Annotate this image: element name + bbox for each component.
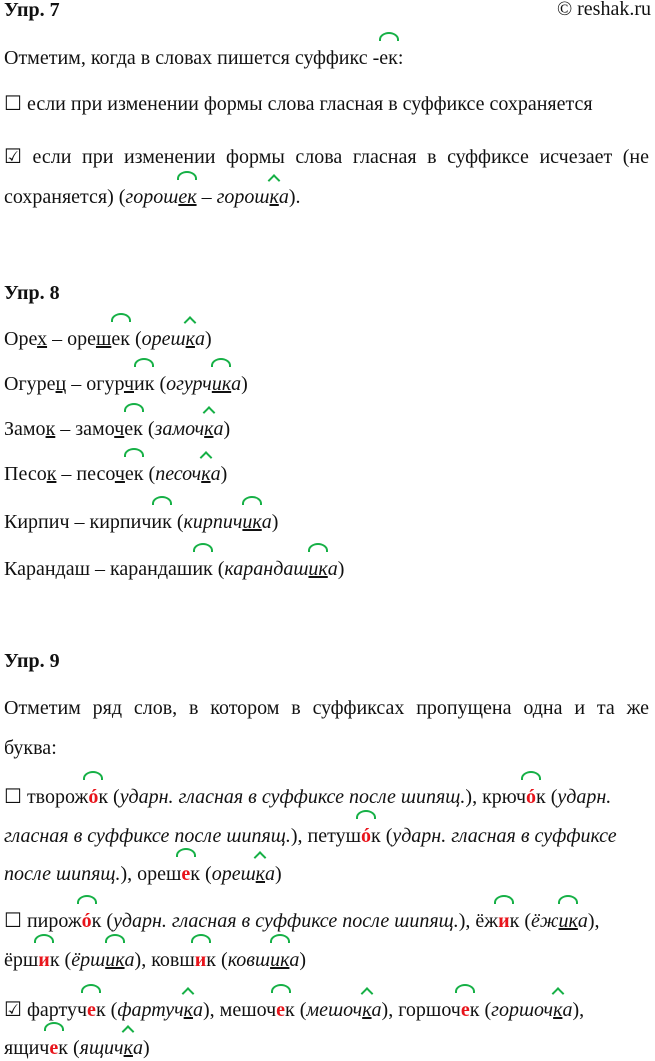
ex8-row: Замок – замочек (замочка) [4, 418, 231, 440]
checkbox-empty-icon: ☐ [4, 910, 22, 932]
ex9-title: Упр. 9 [4, 650, 60, 672]
ex9-group1-line2: гласная в суффиксе после шипящ.), петушóк (ударн. гласная в суффиксе [4, 825, 617, 847]
ex9-group2-line2: ёршик (ёршика), ковшик (ковшика) [4, 949, 307, 971]
suffix-mark: ик [308, 558, 328, 580]
ex7-option-2: ☑ если при изменении формы слова гласная в суффиксе исчезает (не [4, 146, 650, 168]
suffix-mark: ек [178, 186, 197, 208]
suffix-mark: к [185, 328, 195, 350]
suffix-mark: ек [124, 463, 144, 485]
ex9-group1-line3: после шипящ.), орешек (орешка) [4, 863, 282, 885]
suffix-mark: к [204, 418, 214, 440]
suffix-mark: ик [134, 373, 155, 395]
ex8-row: Кирпич – кирпичик (кирпичика) [4, 511, 279, 533]
checkbox-empty-icon: ☐ [4, 786, 22, 808]
ex9-intro: Отметим ряд слов, в котором в суффиксах пропущена одна и та же [4, 697, 649, 719]
ex7-intro: Отметим, когда в словах пишется суффикс -ек: [4, 47, 404, 69]
ex7-option-1: ☐ если при изменении формы слова гласная в суффиксе сохраняется [4, 93, 593, 115]
ex8-row: Карандаш – карандашик (карандашика) [4, 558, 345, 580]
ex9-intro-cont: буква: [4, 737, 57, 759]
site-watermark: © reshak.ru [556, 0, 651, 20]
ex7-title: Упр. 7 [4, 0, 60, 21]
suffix-mark: ик [242, 511, 262, 533]
ex8-row: Огурец – огурчик (огурчика) [4, 373, 248, 395]
ex9-group3-line2: ящичек (ящичка) [4, 1037, 150, 1059]
suffix-mark: ек [124, 418, 143, 440]
suffix-mark: ик [211, 373, 232, 395]
checkbox-checked-icon: ☑ [4, 999, 22, 1021]
suffix-mark: ик [192, 558, 213, 580]
ex8-row: Орех – орешек (орешка) [4, 328, 212, 350]
suffix-mark: ек [379, 47, 398, 69]
ex8-title: Упр. 8 [4, 282, 60, 304]
ex9-group1-line1: ☐ творожóк (ударн. гласная в суффиксе после шипящ.), крючóк (ударн. [4, 786, 612, 808]
ex9-group3-line1: ☑ фартучек (фартучка), мешочек (мешочка), горшочек (горшочка), [4, 999, 585, 1021]
ex9-group2-line1: ☐ пирожóк (ударн. гласная в суффиксе после шипящ.), ёжик (ёжика), [4, 910, 600, 932]
ex8-row: Песок – песочек (песочка) [4, 463, 228, 485]
suffix-mark: к [269, 186, 279, 208]
suffix-mark: ик [151, 511, 172, 533]
suffix-mark: к [201, 463, 211, 485]
suffix-mark: ек [111, 328, 130, 350]
checkbox-empty-icon: ☐ [4, 93, 22, 115]
ex7-option-2-cont: сохраняется) (горошек – горошка). [4, 186, 301, 208]
checkbox-checked-icon: ☑ [4, 146, 22, 168]
